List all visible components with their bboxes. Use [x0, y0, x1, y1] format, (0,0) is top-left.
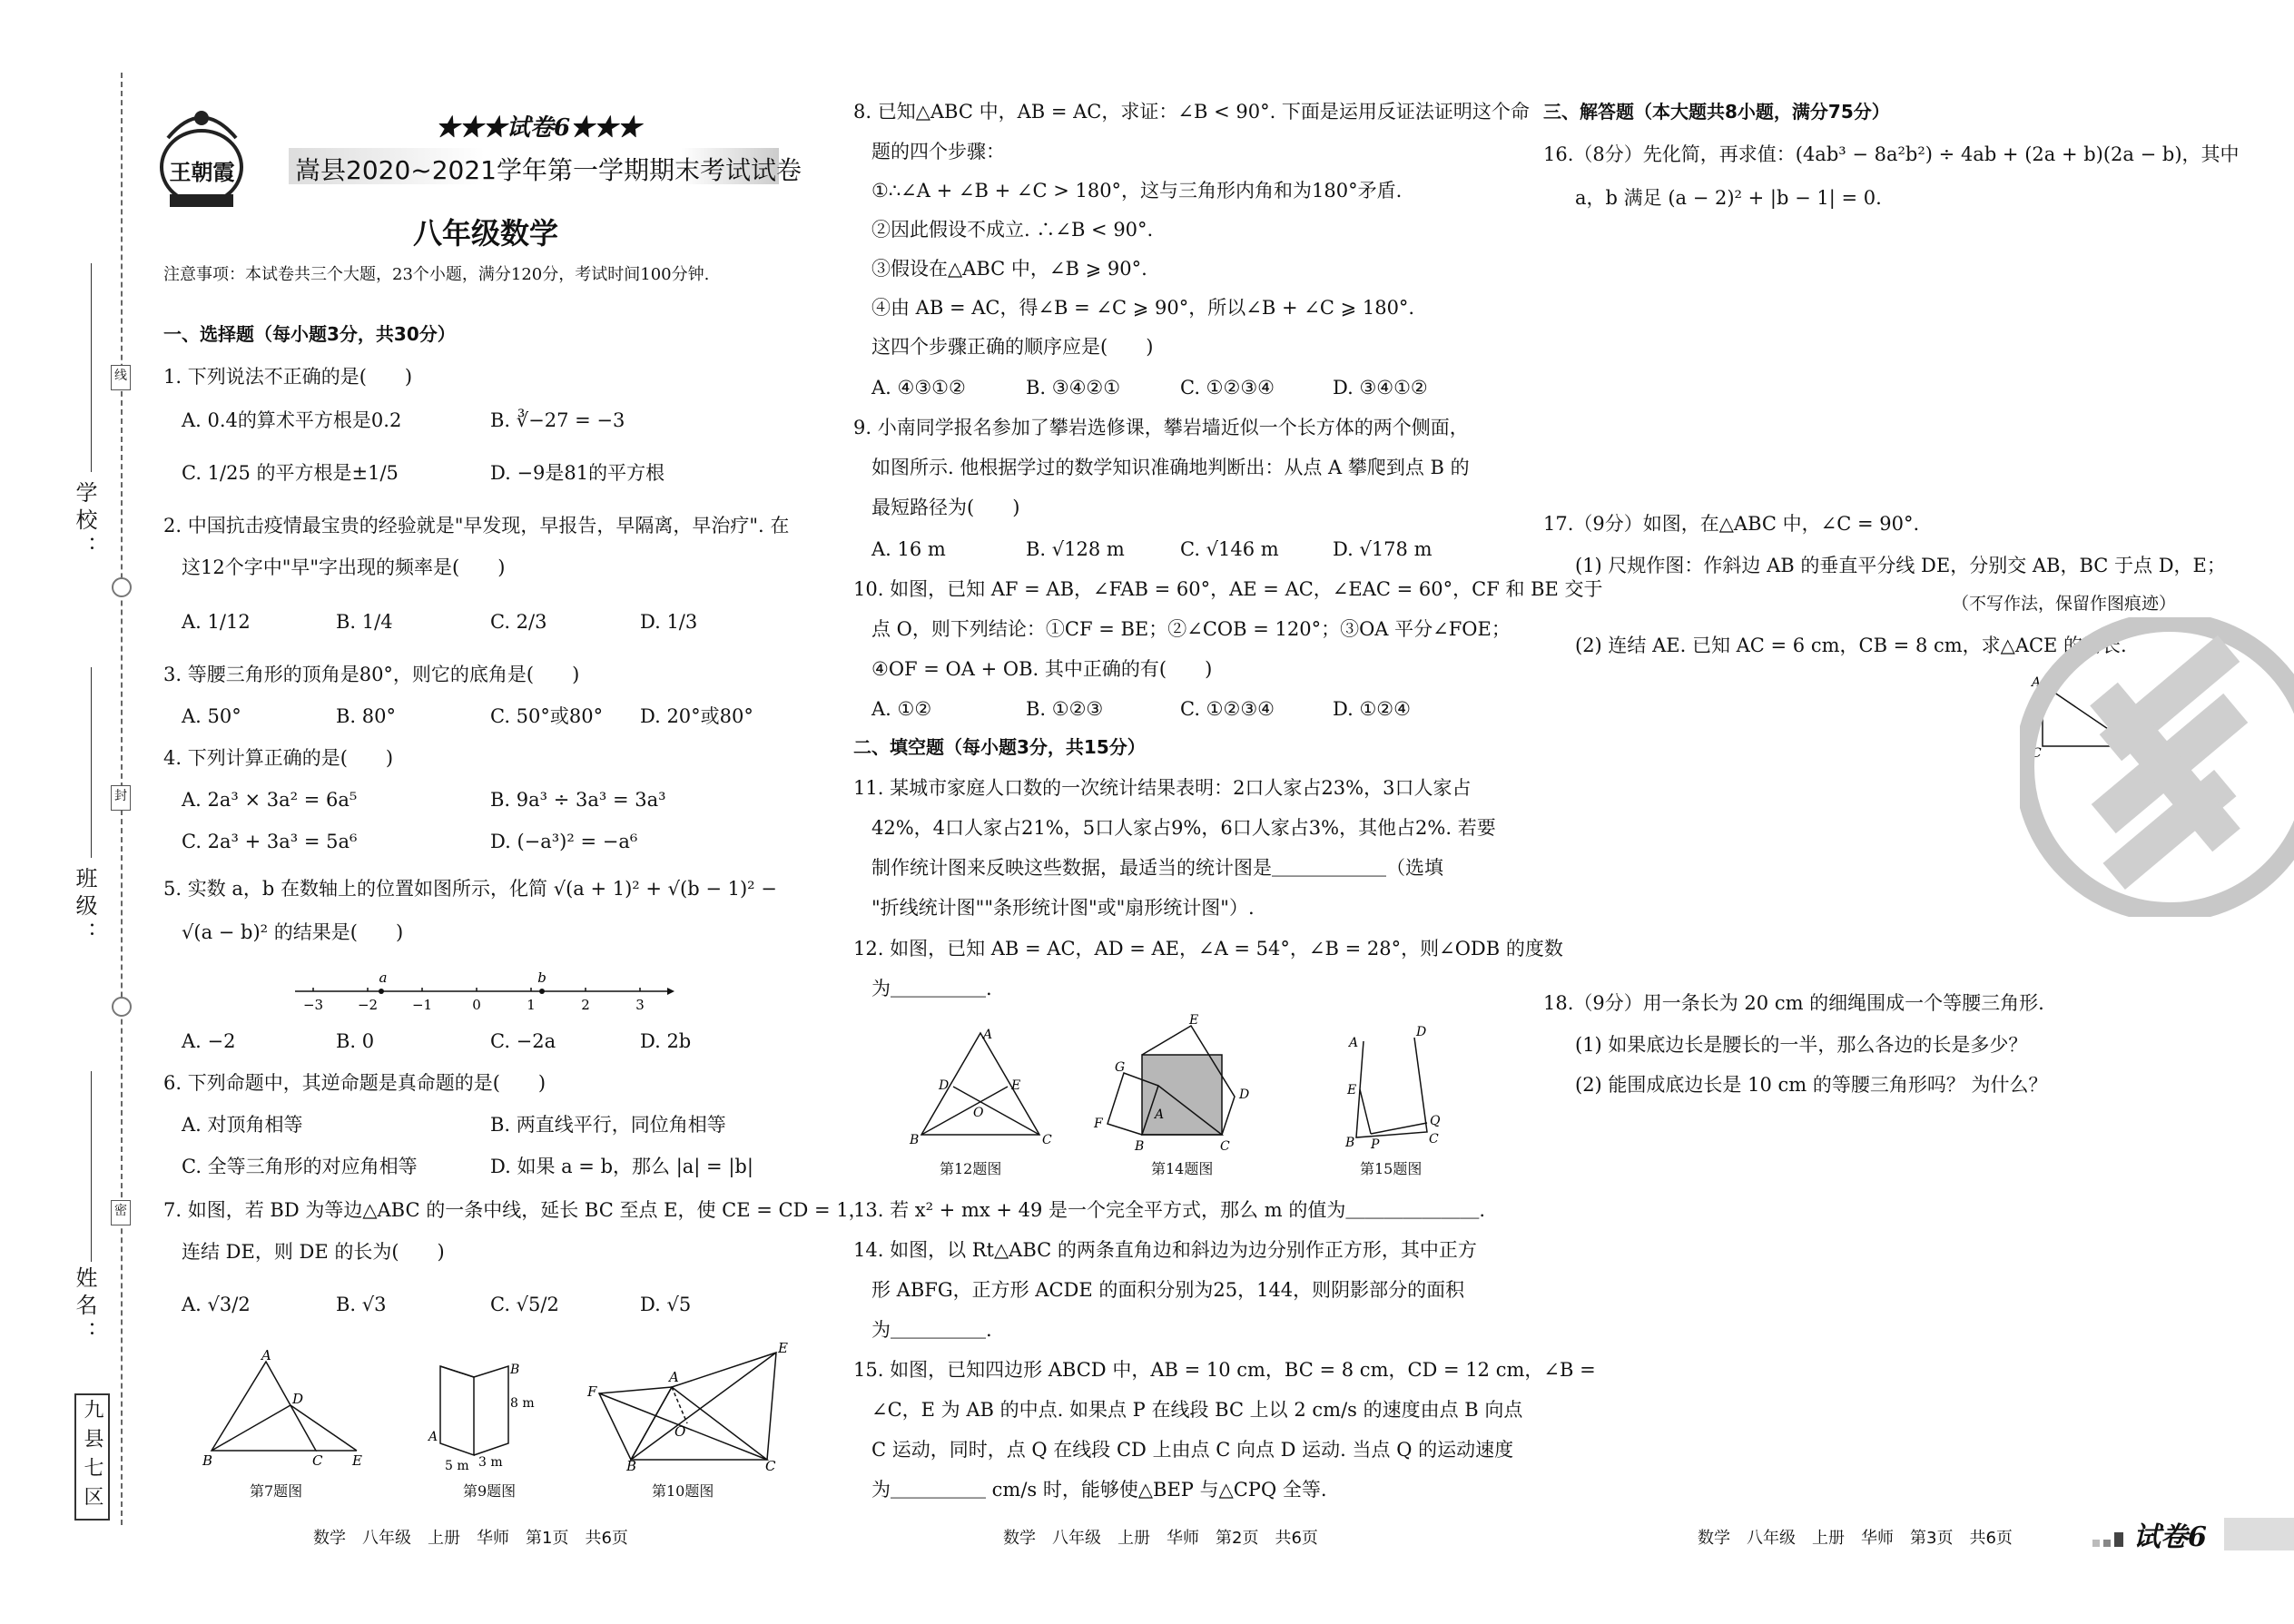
svg-text:−3: −3	[302, 997, 324, 1013]
seal-seal-box: 封	[111, 785, 131, 811]
q10-option-c: C. ①②③④	[1180, 698, 1275, 720]
q1-option-b: B. ∛−27 = −3	[490, 409, 625, 431]
svg-text:a: a	[379, 969, 388, 986]
svg-text:C: C	[312, 1452, 323, 1469]
figure-q10	[586, 1340, 794, 1474]
q15-stem: 15. 如图，已知四边形 ABCD 中，AB = 10 cm，BC = 8 cm，CD = 12 cm，∠B =	[853, 1359, 1596, 1381]
figure-q15	[1344, 1025, 1452, 1152]
q10-stem: 10. 如图，已知 AF = AB，∠FAB = 60°，AE = AC，∠EAC = 60°，CF 和 BE 交于	[853, 578, 1603, 600]
q18-stem: 18.（9分）用一条长为 20 cm 的细绳围成一个等腰三角形.	[1543, 992, 2044, 1014]
svg-text:C: C	[2032, 746, 2042, 761]
page3-footer: 数学 八年级 上册 华师 第3页 共6页	[1698, 1529, 2013, 1548]
q10-option-b: B. ①②③	[1026, 698, 1104, 720]
svg-text:B: B	[1345, 1136, 1355, 1150]
q1-stem: 1. 下列说法不正确的是( )	[163, 366, 413, 388]
q17-stem: 17.（9分）如图，在△ABC 中，∠C = 90°.	[1543, 513, 1920, 535]
seal-line-box: 线	[111, 365, 131, 390]
q8-option-c: C. ①②③④	[1180, 377, 1275, 399]
q4-option-a: A. 2a³ × 3a² = 6a⁵	[182, 789, 358, 811]
svg-text:b: b	[537, 969, 546, 986]
q5-number-line	[295, 969, 676, 1019]
svg-text:3 m: 3 m	[478, 1455, 503, 1470]
q6-option-b: B. 两直线平行，同位角相等	[490, 1114, 726, 1136]
q16-stem-cont: a，b 满足 (a − 2)² + |b − 1| = 0.	[1575, 187, 1882, 209]
svg-text:O: O	[674, 1423, 686, 1440]
svg-text:D: D	[939, 1078, 950, 1093]
q12-stem: 12. 如图，已知 AB = AC，AD = AE，∠A = 54°，∠B = 28°，则∠ODB 的度数	[853, 938, 1563, 960]
svg-text:A: A	[669, 1369, 679, 1385]
svg-text:D: D	[1416, 1025, 1427, 1039]
q11-stem-cont3: "折线统计图""条形统计图"或"扇形统计图"）.	[871, 897, 1255, 919]
svg-text:A: A	[2032, 675, 2042, 690]
svg-text:B: B	[510, 1363, 520, 1377]
q1-option-c: C. 1/25 的平方根是±1/5	[182, 462, 399, 484]
figure-q12-caption: 第12题图	[940, 1160, 1002, 1177]
q8-step-1: ①∴∠A + ∠B + ∠C > 180°，这与三角形内角和为180°矛盾.	[871, 180, 1403, 202]
q6-option-c: C. 全等三角形的对应角相等	[182, 1156, 418, 1177]
svg-text:C: C	[765, 1458, 776, 1474]
svg-text:3: 3	[635, 997, 645, 1013]
svg-text:E: E	[352, 1452, 362, 1469]
q2-stem: 2. 中国抗击疫情最宝贵的经验就是"早发现，早报告，早隔离，早治疗". 在	[163, 515, 790, 536]
q8-option-a: A. ④③①②	[871, 377, 966, 399]
svg-text:E: E	[1011, 1078, 1021, 1093]
q2-option-d: D. 1/3	[640, 611, 698, 633]
name-write-line	[91, 1071, 92, 1262]
svg-text:A: A	[1349, 1036, 1359, 1050]
svg-text:D: D	[1239, 1088, 1250, 1102]
svg-text:F: F	[1094, 1117, 1103, 1131]
q3-option-c: C. 50°或80°	[490, 705, 604, 727]
svg-text:C: C	[1042, 1133, 1052, 1147]
q17-part1: (1) 尺规作图：作斜边 AB 的垂直平分线 DE，分别交 AB，BC 于点 D，E；	[1575, 555, 2226, 576]
q4-option-c: C. 2a³ + 3a³ = 5a⁶	[182, 831, 358, 852]
q2-option-c: C. 2/3	[490, 611, 547, 633]
svg-text:B: B	[202, 1452, 213, 1469]
q7-option-c: C. √5/2	[490, 1294, 559, 1315]
figure-q14-caption: 第14题图	[1151, 1160, 1214, 1177]
page1-footer: 数学 八年级 上册 华师 第1页 共6页	[313, 1529, 628, 1548]
figure-q10-caption: 第10题图	[652, 1482, 714, 1500]
svg-text:A: A	[1155, 1107, 1165, 1122]
seal-mark-box: 密	[111, 1200, 131, 1225]
q10-option-a: A. ①②	[871, 698, 932, 720]
section3-heading: 三、解答题（本大题共8小题，满分75分）	[1543, 101, 1890, 123]
school-write-line	[91, 263, 92, 472]
binding-school-label: 学校：	[72, 481, 97, 563]
paper-tag: 试卷6	[2133, 1521, 2207, 1553]
svg-text:E: E	[1347, 1083, 1357, 1097]
svg-text:0: 0	[472, 997, 481, 1013]
q18-part1: (1) 如果底边长是腰长的一半，那么各边的长是多少？	[1575, 1034, 2028, 1056]
q9-stem-cont: 如图所示. 他根据学过的数学知识准确地判断出：从点 A 攀爬到点 B 的	[871, 457, 1470, 478]
figure-q7-caption: 第7题图	[250, 1482, 303, 1500]
exam-title: 嵩县2020~2021学年第一学期期末考试试卷	[295, 155, 802, 185]
q2-option-b: B. 1/4	[336, 611, 393, 633]
q15-stem-cont2: C 运动，同时，点 Q 在线段 CD 上由点 C 向点 D 运动. 当点 Q 的运动速度	[871, 1439, 1514, 1461]
logo-text: 王朝霞	[169, 159, 235, 185]
svg-text:F: F	[587, 1383, 597, 1400]
q11-stem: 11. 某城市家庭人口数的一次统计结果表明：2口人家占23%，3口人家占	[853, 777, 1472, 799]
svg-text:5 m: 5 m	[445, 1459, 469, 1473]
q9-stem: 9. 小南同学报名参加了攀岩选修课，攀岩墙近似一个长方体的两个侧面，	[853, 417, 1469, 438]
q5-option-c: C. −2a	[490, 1030, 556, 1052]
svg-text:B: B	[1135, 1139, 1145, 1154]
q14-stem: 14. 如图，以 Rt△ABC 的两条直角边和斜边为边分别作正方形，其中正方	[853, 1239, 1477, 1261]
q10-option-d: D. ①②④	[1333, 698, 1411, 720]
q8-option-d: D. ③④①②	[1333, 377, 1428, 399]
q7-option-d: D. √5	[640, 1294, 692, 1315]
svg-text:B: B	[910, 1133, 920, 1147]
svg-text:P: P	[1371, 1137, 1380, 1152]
svg-text:E: E	[778, 1340, 788, 1356]
q3-stem: 3. 等腰三角形的顶角是80°，则它的底角是( )	[163, 664, 580, 685]
page2-footer: 数学 八年级 上册 华师 第2页 共6页	[1003, 1529, 1318, 1548]
q5-stem-cont: √(a − b)² 的结果是( )	[182, 921, 404, 943]
q8-stem: 8. 已知△ABC 中，AB = AC，求证：∠B < 90°. 下面是运用反证法证明这个命	[853, 101, 1530, 123]
svg-text:A: A	[261, 1347, 271, 1363]
figure-q7	[198, 1347, 370, 1474]
q11-stem-cont: 42%，4口人家占21%，5口人家占9%，6口人家占3%，其他占2%. 若要	[871, 817, 1496, 839]
q1-option-a: A. 0.4的算术平方根是0.2	[182, 409, 402, 431]
q17-note: （不写作法，保留作图痕迹）	[1952, 594, 2177, 614]
q9-option-a: A. 16 m	[871, 538, 946, 560]
svg-text:Q: Q	[1430, 1114, 1441, 1128]
paper-tag-squares	[2092, 1529, 2129, 1552]
svg-text:2: 2	[581, 997, 590, 1013]
q7-option-b: B. √3	[336, 1294, 387, 1315]
figure-q12	[908, 1026, 1053, 1147]
q9-option-b: B. √128 m	[1026, 538, 1125, 560]
q7-option-a: A. √3/2	[182, 1294, 251, 1315]
q9-stem-cont2: 最短路径为( )	[871, 497, 1020, 518]
svg-text:A: A	[428, 1430, 438, 1444]
q8-option-b: B. ③④②①	[1026, 377, 1121, 399]
q8-step-3: ③假设在△ABC 中，∠B ⩾ 90°.	[871, 258, 1147, 280]
q17-part2: (2) 连结 AE. 已知 AC = 6 cm，CB = 8 cm，求△ACE 的周长.	[1575, 635, 2127, 656]
q1-option-d: D. −9是81的平方根	[490, 462, 665, 484]
q9-option-d: D. √178 m	[1333, 538, 1433, 560]
section2-heading: 二、填空题（每小题3分，共15分）	[853, 736, 1146, 758]
svg-text:G: G	[1115, 1060, 1126, 1075]
binding-name-label: 姓名：	[72, 1266, 97, 1348]
q18-part2: (2) 能围成底边长是 10 cm 的等腰三角形吗？ 为什么？	[1575, 1074, 2048, 1096]
q12-stem-cont: 为＿＿＿＿＿.	[871, 978, 992, 999]
svg-text:O: O	[973, 1106, 984, 1120]
q8-step-2: ②因此假设不成立. ∴∠B < 90°.	[871, 219, 1154, 241]
notice: 注意事项：本试卷共三个大题，23个小题，满分120分，考试时间100分钟.	[163, 265, 710, 284]
q10-stem-cont2: ④OF = OA + OB. 其中正确的有( )	[871, 658, 1213, 680]
q8-step-4: ④由 AB = AC，得∠B = ∠C ⩾ 90°，所以∠B + ∠C ⩾ 180°.	[871, 297, 1415, 319]
figure-q9-caption: 第9题图	[463, 1482, 517, 1500]
q5-option-b: B. 0	[336, 1030, 375, 1052]
watermark-seal	[2020, 617, 2294, 917]
logo-badge	[159, 102, 241, 211]
subject-title: 八年级数学	[413, 216, 559, 251]
q7-stem: 7. 如图，若 BD 为等边△ABC 的一条中线，延长 BC 至点 E，使 CE = CD = 1，	[163, 1199, 868, 1221]
q14-stem-cont: 形 ABFG，正方形 ACDE 的面积分别为25，144，则阴影部分的面积	[871, 1279, 1465, 1301]
q9-option-c: C. √146 m	[1180, 538, 1279, 560]
svg-text:C: C	[1220, 1139, 1230, 1154]
svg-text:A: A	[983, 1028, 993, 1042]
svg-text:B: B	[626, 1458, 637, 1474]
svg-text:E: E	[1189, 1013, 1199, 1028]
q8-question: 这四个步骤正确的顺序应是( )	[871, 336, 1154, 358]
svg-text:−2: −2	[357, 997, 379, 1013]
region-label: 九县七区	[74, 1393, 110, 1521]
q4-option-d: D. (−a³)² = −a⁶	[490, 831, 638, 852]
q7-stem-cont: 连结 DE，则 DE 的长为( )	[182, 1241, 445, 1263]
figure-q14	[1089, 1013, 1289, 1166]
figure-q9	[427, 1357, 554, 1474]
svg-text:8 m: 8 m	[510, 1396, 535, 1411]
q16-stem: 16.（8分）先化简，再求值：(4ab³ − 8a²b²) ÷ 4ab + (2a + b)(2a − b)，其中	[1543, 143, 2240, 165]
q6-option-a: A. 对顶角相等	[182, 1114, 303, 1136]
binding-ornament-icon	[112, 997, 132, 1017]
q11-stem-cont2: 制作统计图来反映这些数据，最适当的统计图是＿＿＿＿＿＿（选填	[871, 857, 1443, 879]
q8-stem-cont: 题的四个步骤：	[871, 141, 1005, 162]
svg-text:D: D	[292, 1391, 304, 1407]
binding-ornament-icon	[112, 577, 132, 597]
q2-stem-cont: 这12个字中"早"字出现的频率是( )	[182, 556, 506, 578]
q3-option-d: D. 20°或80°	[640, 705, 753, 727]
paper-tag-bar	[2224, 1518, 2294, 1550]
section1-heading: 一、选择题（每小题3分，共30分）	[163, 323, 456, 345]
q4-option-b: B. 9a³ ÷ 3a³ = 3a³	[490, 789, 666, 811]
q2-option-a: A. 1/12	[182, 611, 251, 633]
q14-stem-cont2: 为＿＿＿＿＿.	[871, 1319, 992, 1341]
q13-stem: 13. 若 x² + mx + 49 是一个完全平方式，那么 m 的值为＿＿＿＿＿＿＿.	[853, 1199, 1485, 1221]
q6-option-d: D. 如果 a = b，那么 |a| = |b|	[490, 1156, 753, 1177]
q15-stem-cont: ∠C，E 为 AB 的中点. 如果点 P 在线段 BC 上以 2 cm/s 的速度由点 B 向点	[871, 1399, 1523, 1421]
class-write-line	[91, 667, 92, 858]
q5-option-a: A. −2	[182, 1030, 236, 1052]
binding-class-label: 班级：	[72, 867, 97, 949]
q5-stem: 5. 实数 a，b 在数轴上的位置如图所示，化简 √(a + 1)² + √(b − 1)² −	[163, 878, 777, 900]
q15-stem-cont3: 为＿＿＿＿＿ cm/s 时，能够使△BEP 与△CPQ 全等.	[871, 1479, 1327, 1501]
svg-text:−1: −1	[411, 997, 433, 1013]
q5-option-d: D. 2b	[640, 1030, 692, 1052]
q3-option-b: B. 80°	[336, 705, 397, 727]
q6-stem: 6. 下列命题中，其逆命题是真命题的是( )	[163, 1072, 546, 1094]
figure-q15-caption: 第15题图	[1360, 1160, 1423, 1177]
q4-stem: 4. 下列计算正确的是( )	[163, 747, 394, 769]
paper-number: ★★★试卷6★★★	[436, 114, 642, 142]
svg-text:1: 1	[527, 997, 536, 1013]
svg-text:C: C	[1429, 1132, 1439, 1147]
q3-option-a: A. 50°	[182, 705, 241, 727]
q10-stem-cont: 点 O，则下列结论：①CF = BE；②∠COB = 120°；③OA 平分∠FOE；	[871, 618, 1511, 640]
